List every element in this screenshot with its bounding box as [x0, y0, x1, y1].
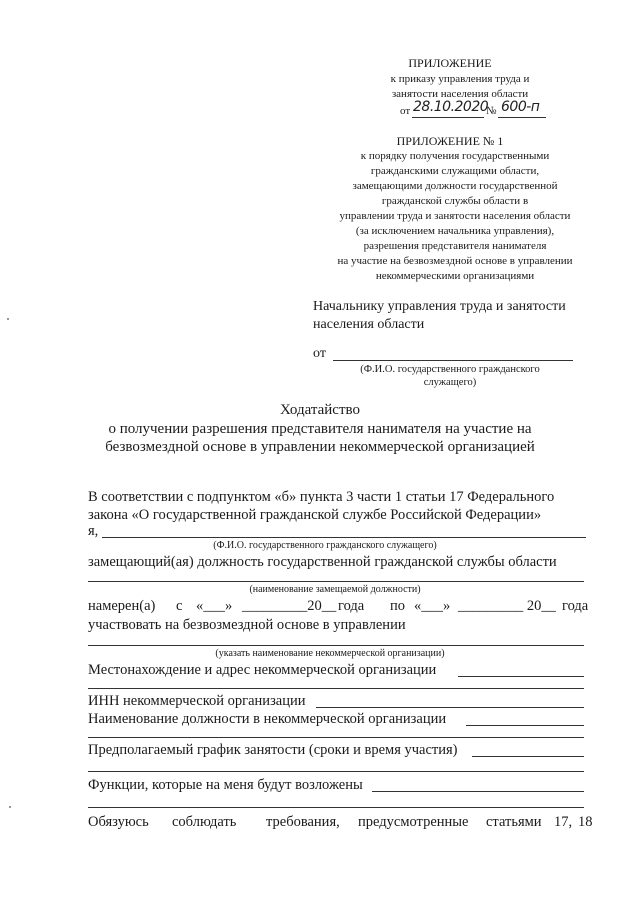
- intend-word: «___»: [196, 598, 233, 614]
- petition-title: Ходатайство: [280, 402, 360, 418]
- intend-word: с: [176, 598, 183, 614]
- functions-line: [372, 791, 584, 792]
- handwritten-date: 28.10.2020: [413, 99, 489, 115]
- number-underline: [498, 117, 546, 118]
- appendix-no1-line: гражданскими служащими области,: [370, 165, 540, 177]
- addressee-line: населения области: [313, 317, 425, 332]
- functions-label: Функции, которые на меня будут возложены: [88, 777, 363, 793]
- ya-label: я,: [88, 523, 99, 539]
- scan-speck: [9, 806, 11, 808]
- functions-line-2: [88, 807, 584, 808]
- handwritten-number: 600-п: [501, 99, 540, 115]
- appendix-line: к приказу управления труда и: [390, 73, 530, 85]
- fio-line: [102, 537, 586, 538]
- participate-text: участвовать на безвозмездной основе в управлении: [88, 617, 406, 633]
- appendix-no1-body: [300, 149, 610, 284]
- appendix-line: занятости населения области: [391, 88, 529, 100]
- intend-word: _________ 20__: [458, 598, 556, 614]
- org-position-line-2: [88, 737, 584, 738]
- addressee-line: Начальнику управления труда и занятости: [313, 299, 566, 314]
- intend-word: «___»: [414, 598, 451, 614]
- addressee-from-label: от: [313, 346, 326, 361]
- org-name-line: [88, 645, 584, 646]
- scan-speck: [7, 318, 9, 320]
- number-label: №: [486, 105, 497, 117]
- appendix-no1-line: к порядку получения государственными: [360, 150, 550, 162]
- appendix-no1-line: замещающими должности государственной: [352, 180, 558, 192]
- appendix-title: ПРИЛОЖЕНИЕ: [408, 56, 492, 70]
- intend-row: [88, 597, 594, 617]
- obligation-word: требования,: [266, 814, 340, 830]
- intend-word: по: [390, 598, 406, 614]
- position-text: замещающий(ая) должность государственной гражданской службы области: [88, 554, 557, 570]
- obligation-row: [88, 813, 593, 833]
- appendix-no1-line: на участие на безвозмездной основе в управлении: [337, 255, 573, 267]
- schedule-line: [472, 756, 584, 757]
- location-label: Местонахождение и адрес некоммерческой организации: [88, 662, 437, 678]
- obligation-word: предусмотренные: [358, 814, 469, 830]
- addressee-name-line: [333, 360, 573, 361]
- intro-text: закона «О государственной гражданской службе Российской Федерации»: [88, 507, 542, 523]
- addressee-caption: служащего): [423, 377, 477, 388]
- appendix-no1-title: ПРИЛОЖЕНИЕ № 1: [396, 134, 504, 148]
- obligation-word: соблюдать: [172, 814, 237, 830]
- appendix-no1-line: некоммерческими организациями: [375, 270, 535, 282]
- position-caption: (наименование замещаемой должности): [249, 584, 421, 595]
- appendix-no1-line: разрешения представителя нанимателя: [363, 240, 547, 252]
- order-date-number: [400, 98, 550, 120]
- appendix-no1-line: (за исключением начальника управления),: [355, 225, 555, 237]
- intend-word: намерен(а): [88, 598, 156, 614]
- schedule-line-2: [88, 771, 584, 772]
- addressee-caption: (Ф.И.О. государственного гражданского: [360, 364, 540, 375]
- position-line: [88, 581, 584, 582]
- org-position-line: [466, 725, 584, 726]
- obligation-word: статьями: [486, 814, 542, 830]
- org-position-label: Наименование должности в некоммерческой организации: [88, 711, 447, 727]
- location-line-2: [88, 688, 584, 689]
- intend-word: _________20__: [242, 598, 337, 614]
- appendix-no1-line: управлении труда и занятости населения области: [339, 210, 571, 222]
- inn-label: ИНН некоммерческой организации: [88, 693, 306, 709]
- location-line: [458, 676, 584, 677]
- org-caption: (указать наименование некоммерческой организации): [215, 648, 445, 659]
- intend-word: года: [562, 598, 589, 614]
- obligation-word: 18: [578, 814, 593, 830]
- intend-word: года: [338, 598, 365, 614]
- from-label: от: [400, 105, 411, 117]
- appendix-no1-line: гражданской службы области в: [381, 195, 529, 207]
- obligation-word: Обязуюсь: [88, 814, 149, 830]
- inn-line: [316, 707, 584, 708]
- obligation-word: 17,: [554, 814, 573, 830]
- date-underline: [412, 117, 484, 118]
- petition-subtitle: о получении разрешения представителя нанимателя на участие на: [108, 421, 532, 437]
- intro-text: В соответствии с подпунктом «б» пункта 3 части 1 статьи 17 Федерального: [88, 489, 555, 505]
- schedule-label: Предполагаемый график занятости (сроки и время участия): [88, 742, 458, 758]
- petition-subtitle: безвозмездной основе в управлении некоммерческой организацией: [105, 439, 535, 455]
- fio-caption: (Ф.И.О. государственного гражданского служащего): [213, 540, 437, 551]
